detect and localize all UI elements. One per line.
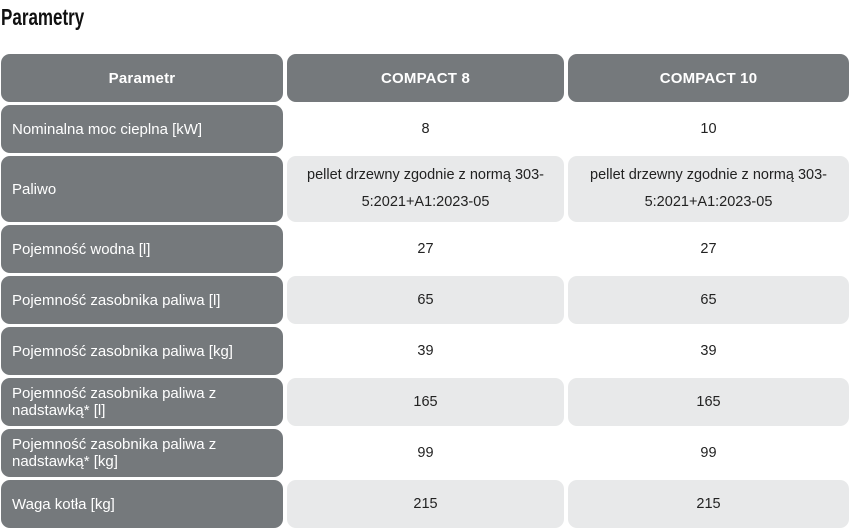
value-compact8-pojemnosc-zasobnika-paliwa-l: 65 xyxy=(287,276,564,324)
row-label-waga-kotla: Waga kotła [kg] xyxy=(1,480,283,528)
value-compact8-pojemnosc-zasobnika-z-nadstawka-l: 165 xyxy=(287,378,564,426)
column-header-compact-10: COMPACT 10 xyxy=(568,54,849,102)
page-title: Parametry xyxy=(1,4,85,30)
value-compact10-waga-kotla: 215 xyxy=(568,480,849,528)
value-compact10-pojemnosc-wodna: 27 xyxy=(568,225,849,273)
column-header-compact-8: COMPACT 8 xyxy=(287,54,564,102)
value-compact8-pojemnosc-wodna: 27 xyxy=(287,225,564,273)
parameters-table xyxy=(1,54,849,528)
row-label-paliwo: Paliwo xyxy=(1,156,283,222)
value-compact10-paliwo: pellet drzewny zgodnie z normą 303-5:2021+A1:2023-05 xyxy=(568,156,849,222)
value-compact10-pojemnosc-zasobnika-z-nadstawka-l: 165 xyxy=(568,378,849,426)
column-header-parametr: Parametr xyxy=(1,54,283,102)
row-label-pojemnosc-zasobnika-z-nadstawka-l: Pojemność zasobnika paliwa z nadstawką* [l] xyxy=(1,378,283,426)
row-label-pojemnosc-zasobnika-z-nadstawka-kg: Pojemność zasobnika paliwa z nadstawką* [kg] xyxy=(1,429,283,477)
value-compact8-nominalna-moc-cieplna: 8 xyxy=(287,105,564,153)
row-label-pojemnosc-wodna: Pojemność wodna [l] xyxy=(1,225,283,273)
value-compact10-pojemnosc-zasobnika-paliwa-l: 65 xyxy=(568,276,849,324)
value-compact8-paliwo: pellet drzewny zgodnie z normą 303-5:2021+A1:2023-05 xyxy=(287,156,564,222)
row-label-pojemnosc-zasobnika-paliwa-kg: Pojemność zasobnika paliwa [kg] xyxy=(1,327,283,375)
value-compact10-nominalna-moc-cieplna: 10 xyxy=(568,105,849,153)
row-label-nominalna-moc-cieplna: Nominalna moc cieplna [kW] xyxy=(1,105,283,153)
row-label-pojemnosc-zasobnika-paliwa-l: Pojemność zasobnika paliwa [l] xyxy=(1,276,283,324)
value-compact8-waga-kotla: 215 xyxy=(287,480,564,528)
value-compact10-pojemnosc-zasobnika-z-nadstawka-kg: 99 xyxy=(568,429,849,477)
value-compact8-pojemnosc-zasobnika-paliwa-kg: 39 xyxy=(287,327,564,375)
value-compact8-pojemnosc-zasobnika-z-nadstawka-kg: 99 xyxy=(287,429,564,477)
value-compact10-pojemnosc-zasobnika-paliwa-kg: 39 xyxy=(568,327,849,375)
